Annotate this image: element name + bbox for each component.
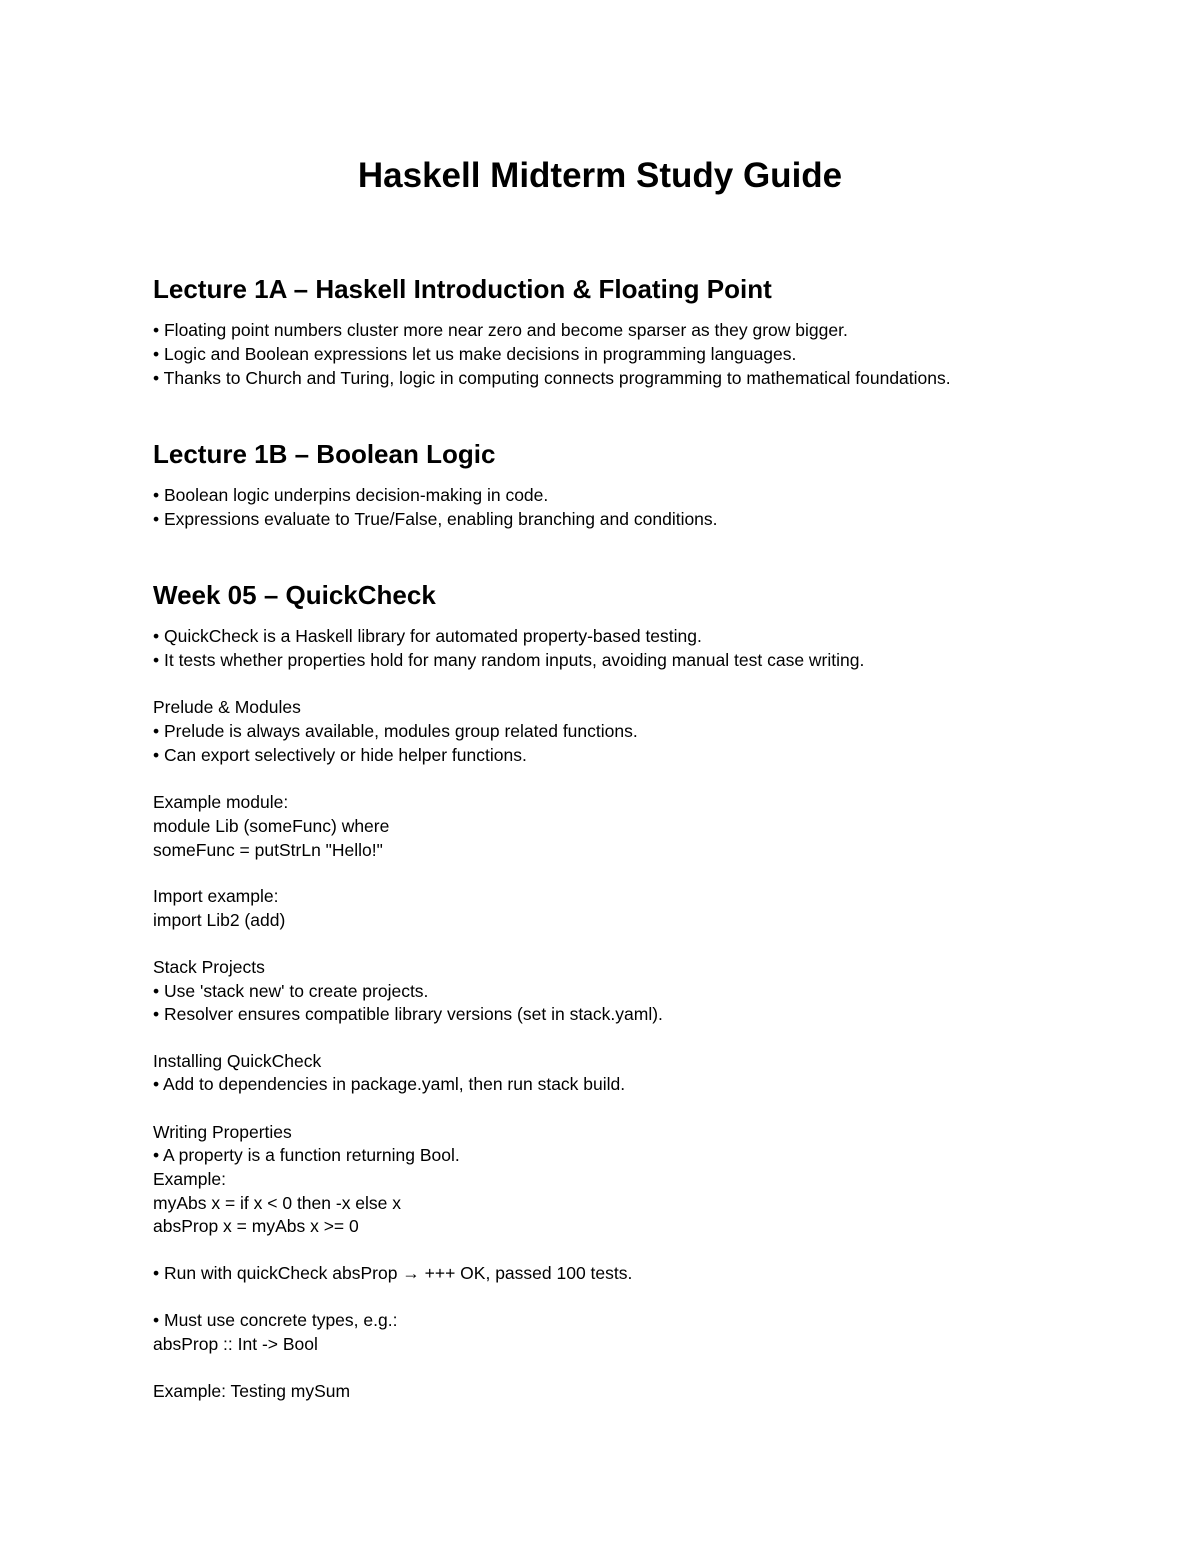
bullet-line: • Boolean logic underpins decision-making in code. [153, 485, 549, 505]
subheading-installing-quickcheck: Installing QuickCheck [153, 1051, 322, 1071]
code-line: someFunc = putStrLn "Hello!" [153, 840, 383, 860]
section-heading-week-05: Week 05 – QuickCheck [153, 580, 436, 610]
example-label: Example module: [153, 792, 289, 812]
bullet-line: • Thanks to Church and Turing, logic in computing connects programming to mathematical foundations. [153, 368, 951, 388]
section-heading-lecture-1b: Lecture 1B – Boolean Logic [153, 439, 496, 469]
code-line: myAbs x = if x < 0 then -x else x [153, 1193, 402, 1213]
subheading-stack-projects: Stack Projects [153, 957, 265, 977]
code-line: absProp x = myAbs x >= 0 [153, 1216, 359, 1236]
code-line: absProp :: Int -> Bool [153, 1334, 318, 1354]
example-label: Example: Testing mySum [153, 1381, 351, 1401]
bullet-line: • Run with quickCheck absProp → +++ OK, passed 100 tests. [153, 1263, 633, 1283]
bullet-line: • Use 'stack new' to create projects. [153, 981, 429, 1001]
subheading-prelude-modules: Prelude & Modules [153, 697, 301, 717]
example-label: Import example: [153, 886, 279, 906]
section-heading-lecture-1a: Lecture 1A – Haskell Introduction & Floating Point [153, 274, 772, 304]
bullet-line: • Can export selectively or hide helper functions. [153, 745, 527, 765]
bullet-line: • Logic and Boolean expressions let us make decisions in programming languages. [153, 344, 797, 364]
bullet-line: • Must use concrete types, e.g.: [153, 1310, 398, 1330]
bullet-line: • It tests whether properties hold for many random inputs, avoiding manual test case writing. [153, 650, 865, 670]
bullet-line: • Resolver ensures compatible library versions (set in stack.yaml). [153, 1004, 663, 1024]
bullet-line: • Add to dependencies in package.yaml, then run stack build. [153, 1074, 626, 1094]
bullet-line: • Floating point numbers cluster more near zero and become sparser as they grow bigger. [153, 320, 848, 340]
bullet-line: • Expressions evaluate to True/False, enabling branching and conditions. [153, 509, 718, 529]
bullet-line: • QuickCheck is a Haskell library for automated property-based testing. [153, 626, 702, 646]
subheading-writing-properties: Writing Properties [153, 1122, 292, 1142]
code-line: import Lib2 (add) [153, 910, 286, 930]
bullet-line: • A property is a function returning Bool. [153, 1145, 460, 1165]
code-line: module Lib (someFunc) where [153, 816, 390, 836]
document-title: Haskell Midterm Study Guide [357, 156, 843, 195]
bullet-line: • Prelude is always available, modules group related functions. [153, 721, 638, 741]
example-label: Example: [153, 1169, 226, 1189]
